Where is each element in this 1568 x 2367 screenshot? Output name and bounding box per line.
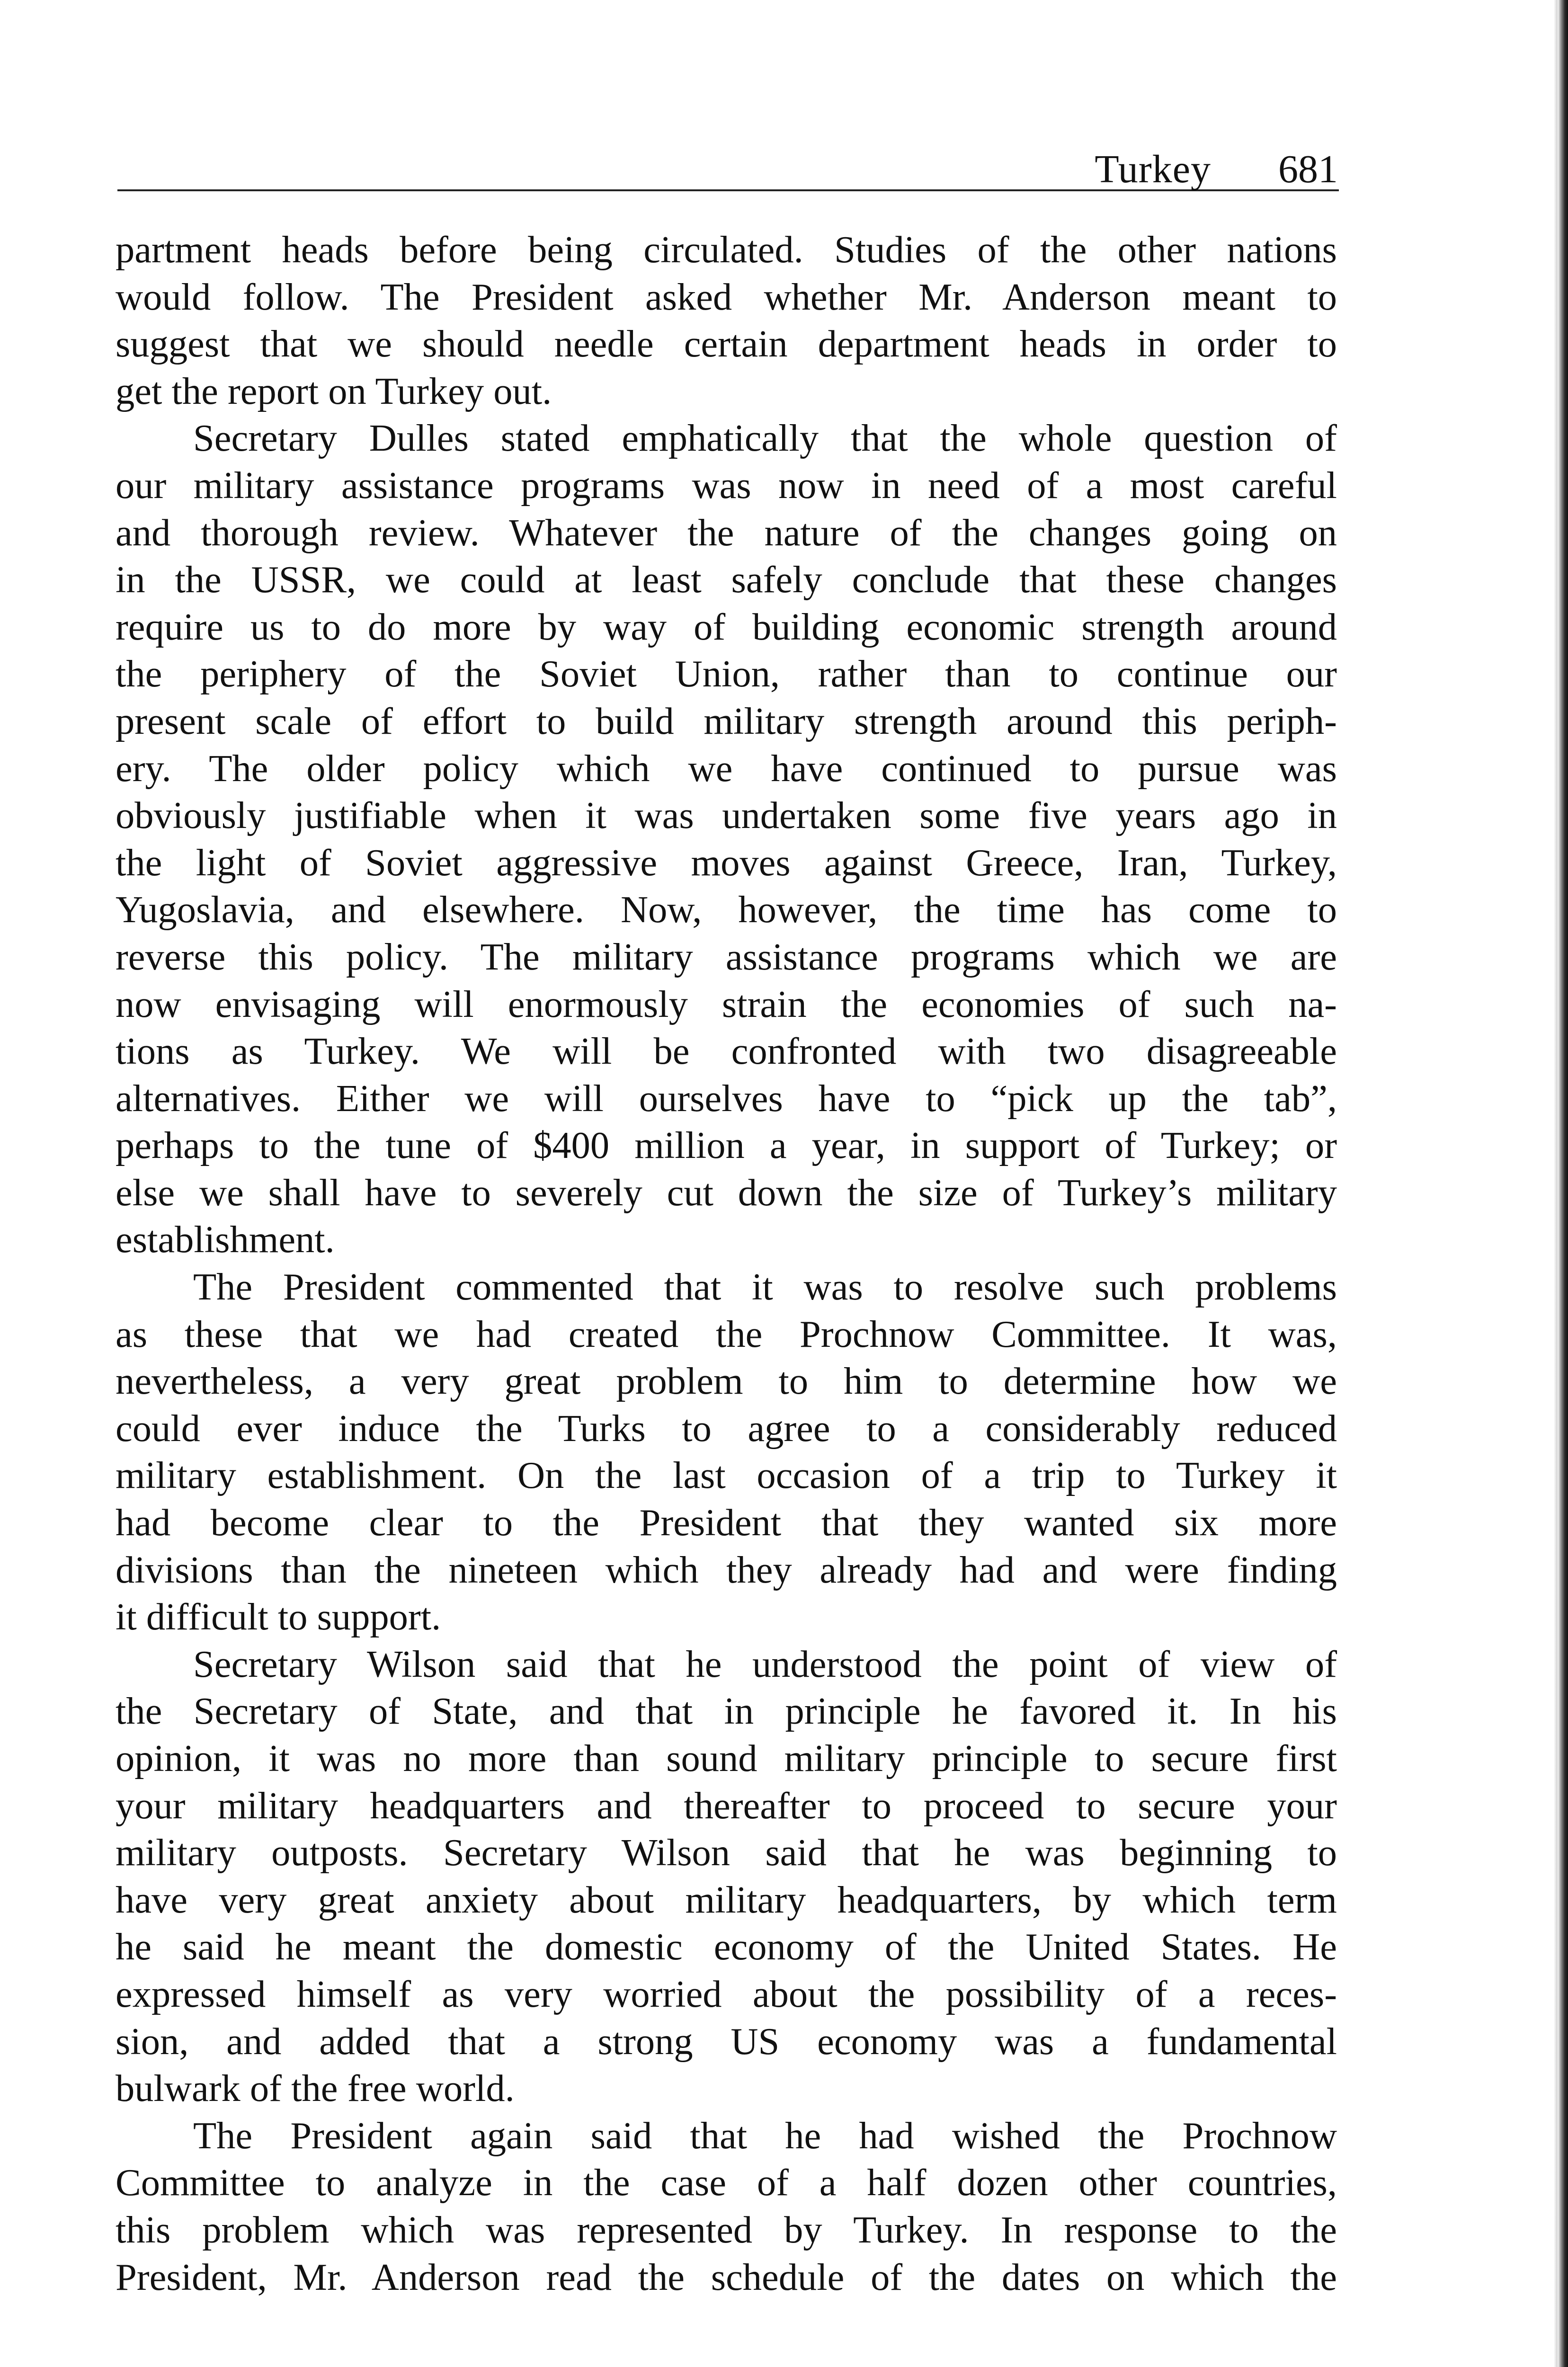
page-binding-shadow — [1558, 0, 1568, 2367]
text-line: tions as Turkey. We will be confronted with two disagreeable — [116, 1030, 1337, 1073]
text-line: could ever induce the Turks to agree to a considerably reduced — [116, 1407, 1337, 1450]
running-head — [117, 142, 1339, 191]
text-line: alternatives. Either we will ourselves have to “pick up the tab”, — [116, 1077, 1337, 1120]
text-line: our military assistance programs was now in need of a most careful — [116, 464, 1337, 507]
text-line: The President again said that he had wished the Prochnow — [193, 2114, 1337, 2157]
text-line: President, Mr. Anderson read the schedule of the dates on which the — [116, 2256, 1337, 2298]
paragraph-3 — [116, 1264, 1337, 1641]
text-line: your military headquarters and thereafter to proceed to secure your — [116, 1784, 1337, 1827]
text-line: Yugoslavia, and elsewhere. Now, however, the time has come to — [116, 889, 1337, 931]
text-line: Secretary Dulles stated emphatically that the whole question of — [193, 417, 1337, 460]
page-binding-highlight — [1554, 0, 1558, 2367]
text-line: the light of Soviet aggressive moves against Greece, Iran, Turkey, — [116, 841, 1337, 884]
text-line: opinion, it was no more than sound military principle to secure first — [116, 1737, 1337, 1780]
text-line: military establishment. On the last occasion of a trip to Turkey it — [116, 1454, 1337, 1497]
text-line: divisions than the nineteen which they already had and were finding — [116, 1548, 1337, 1591]
text-line: now envisaging will enormously strain the economies of such na- — [116, 983, 1337, 1025]
text-line: have very great anxiety about military headquarters, by which term — [116, 1878, 1337, 1921]
text-line: this problem which was represented by Turkey. In response to the — [116, 2208, 1337, 2251]
text-line: military outposts. Secretary Wilson said that he was beginning to — [116, 1832, 1337, 1874]
text-line: would follow. The President asked whether Mr. Anderson meant to — [116, 276, 1337, 318]
text-line: it difficult to support. — [116, 1596, 441, 1638]
text-line: the periphery of the Soviet Union, rather than to continue our — [116, 653, 1337, 695]
paragraph-5 — [116, 2112, 1337, 2301]
text-line: partment heads before being circulated. Studies of the other nations — [116, 229, 1337, 271]
text-line: establishment. — [116, 1219, 335, 1261]
text-line: had become clear to the President that they wanted six more — [116, 1502, 1337, 1544]
text-line: the Secretary of State, and that in principle he favored it. In his — [116, 1690, 1337, 1733]
text-line: he said he meant the domestic economy of the United States. He — [116, 1926, 1337, 1968]
paragraph-2 — [116, 415, 1337, 1264]
text-line: The President commented that it was to resolve such problems — [193, 1266, 1337, 1308]
text-line: suggest that we should needle certain department heads in order to — [116, 323, 1337, 365]
paragraph-1 — [116, 226, 1337, 415]
paragraph-4 — [116, 1641, 1337, 2112]
page-number: 681 — [1278, 147, 1338, 191]
text-line: bulwark of the free world. — [116, 2067, 515, 2110]
text-line: perhaps to the tune of $400 million a year, in support of Turkey; or — [116, 1124, 1337, 1167]
text-line: Secretary Wilson said that he understood the point of view of — [193, 1643, 1337, 1685]
text-line: in the USSR, we could at least safely conclude that these changes — [116, 559, 1337, 601]
text-line: else we shall have to severely cut down the size of Turkey’s military — [116, 1171, 1337, 1214]
text-line: require us to do more by way of building economic strength around — [116, 605, 1337, 648]
text-line: sion, and added that a strong US economy was a fundamental — [116, 2020, 1337, 2063]
text-line: get the report on Turkey out. — [116, 370, 552, 412]
text-line: and thorough review. Whatever the nature of the changes going on — [116, 511, 1337, 554]
text-line: ery. The older policy which we have continued to pursue was — [116, 747, 1337, 790]
text-line: expressed himself as very worried about the possibility of a reces- — [116, 1973, 1337, 2015]
text-line: Committee to analyze in the case of a half dozen other countries, — [116, 2162, 1337, 2204]
text-line: nevertheless, a very great problem to him to determine how we — [116, 1360, 1337, 1403]
text-line: present scale of effort to build military strength around this periph- — [116, 700, 1337, 742]
text-line: reverse this policy. The military assistance programs which we are — [116, 935, 1337, 978]
text-line: obviously justifiable when it was undertaken some five years ago in — [116, 794, 1337, 837]
body-text — [116, 226, 1337, 2301]
text-line: as these that we had created the Prochnow Committee. It was, — [116, 1313, 1337, 1355]
running-head-title: Turkey — [1095, 147, 1211, 191]
